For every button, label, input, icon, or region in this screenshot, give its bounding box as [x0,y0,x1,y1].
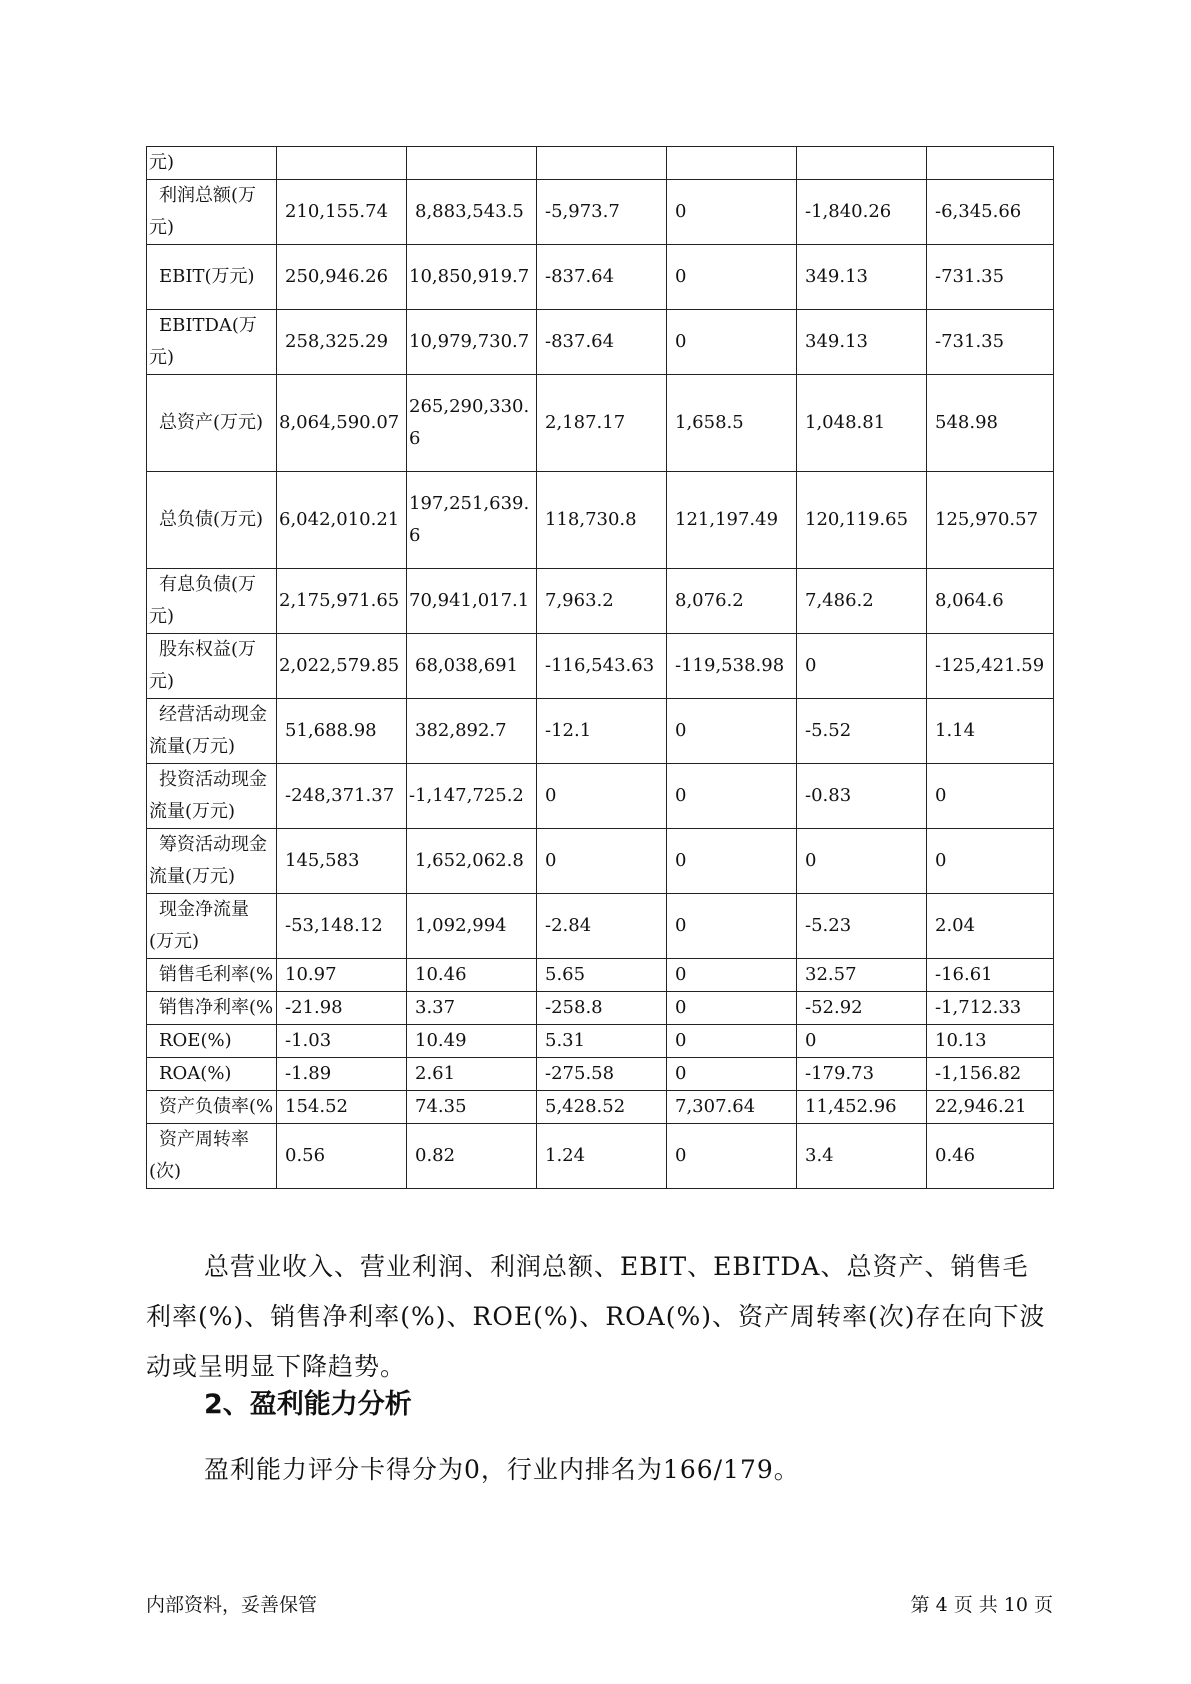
table-cell: 2.04 [927,894,1054,959]
table-cell: 10.49 [407,1025,537,1058]
row-label: 利润总额(万元) [147,180,277,245]
row-label: 资产周转率(次) [147,1124,277,1189]
table-cell: -258.8 [537,992,667,1025]
table-cell: -837.64 [537,310,667,375]
table-cell: -179.73 [797,1058,927,1091]
table-cell: 154.52 [277,1091,407,1124]
table-cell: 0 [927,764,1054,829]
table-cell: 74.35 [407,1091,537,1124]
table-cell: 1,652,062.8 [407,829,537,894]
row-label: 经营活动现金流量(万元) [147,699,277,764]
row-label: 销售毛利率(% [147,959,277,992]
table-row [147,1058,1054,1091]
table-cell: -248,371.37 [277,764,407,829]
table-row [147,829,1054,894]
table-cell: 210,155.74 [277,180,407,245]
table-cell: 349.13 [797,310,927,375]
row-label: 筹资活动现金流量(万元) [147,829,277,894]
table-cell: 0 [797,634,927,699]
table-cell: -5.52 [797,699,927,764]
trend-paragraph: 总营业收入、营业利润、利润总额、EBIT、EBITDA、总资产、销售毛利率(%)、销售净利率(%)、ROE(%)、ROA(%)、资产周转率(次)存在向下波动或呈明显下降趋势。 [146,1252,1046,1381]
table-row [147,472,1054,569]
table-cell: -1,147,725.2 [407,764,537,829]
table-cell: 2.61 [407,1058,537,1091]
table-cell [797,147,927,180]
row-label: 总资产(万元) [147,375,277,472]
table-cell: 6,042,010.21 [277,472,407,569]
row-label: ROA(%) [147,1058,277,1091]
row-label: 销售净利率(% [147,992,277,1025]
row-label: 现金净流量(万元) [147,894,277,959]
table-cell: 0 [667,894,797,959]
table-cell [537,147,667,180]
table-row [147,894,1054,959]
table-cell: 2,022,579.85 [277,634,407,699]
table-cell: 32.57 [797,959,927,992]
table-row [147,180,1054,245]
table-cell: 0.82 [407,1124,537,1189]
table-cell: -1,840.26 [797,180,927,245]
row-label: 股东权益(万元) [147,634,277,699]
table-cell: 548.98 [927,375,1054,472]
table-cell: 3.37 [407,992,537,1025]
footer-confidential: 内部资料，妥善保管 [146,1594,318,1616]
table-cell: 10,850,919.7 [407,245,537,310]
financial-data-table [146,146,1054,1189]
table-cell: 0 [667,1058,797,1091]
table-cell: 51,688.98 [277,699,407,764]
table-row [147,992,1054,1025]
table-cell: 10,979,730.7 [407,310,537,375]
table-cell: 5.65 [537,959,667,992]
table-cell: 7,963.2 [537,569,667,634]
table-cell: 0 [667,764,797,829]
table-cell: 145,583 [277,829,407,894]
table-cell: 1,092,994 [407,894,537,959]
table-cell: 2,175,971.65 [277,569,407,634]
table-cell: 0 [927,829,1054,894]
table-row [147,764,1054,829]
table-cell: -1,156.82 [927,1058,1054,1091]
table-row [147,1124,1054,1189]
row-label: 元) [147,147,277,180]
row-label: EBIT(万元) [147,245,277,310]
table-cell: 7,307.64 [667,1091,797,1124]
table-cell: -1.03 [277,1025,407,1058]
table-cell: 0 [667,1124,797,1189]
table-cell: -731.35 [927,245,1054,310]
table-cell: 7,486.2 [797,569,927,634]
table-cell: 121,197.49 [667,472,797,569]
table-cell: 0.46 [927,1124,1054,1189]
table-row [147,1025,1054,1058]
table-cell: -731.35 [927,310,1054,375]
table-cell: 250,946.26 [277,245,407,310]
table-cell: 8,064,590.07 [277,375,407,472]
table-cell: -53,148.12 [277,894,407,959]
table-row [147,699,1054,764]
table-cell: -12.1 [537,699,667,764]
table-cell: 1.24 [537,1124,667,1189]
table-cell: 382,892.7 [407,699,537,764]
table-cell: 0 [797,829,927,894]
table-cell: 0 [797,1025,927,1058]
table-cell: -2.84 [537,894,667,959]
table-cell: -1.89 [277,1058,407,1091]
table-cell: -1,712.33 [927,992,1054,1025]
footer-page-number: 第 4 页 共 10 页 [910,1594,1053,1616]
table-cell: 0 [537,764,667,829]
table-cell: -116,543.63 [537,634,667,699]
table-cell: -5,973.7 [537,180,667,245]
table-cell: 3.4 [797,1124,927,1189]
table-cell: 5.31 [537,1025,667,1058]
table-cell: 5,428.52 [537,1091,667,1124]
table-cell: 0 [667,959,797,992]
row-label: ROE(%) [147,1025,277,1058]
table-cell: 258,325.29 [277,310,407,375]
table-cell: 0 [667,699,797,764]
table-cell: 120,119.65 [797,472,927,569]
table-cell: -6,345.66 [927,180,1054,245]
table-cell: -119,538.98 [667,634,797,699]
table-body [147,147,1054,1189]
table-cell: 0 [667,180,797,245]
table-cell: 0.56 [277,1124,407,1189]
table-cell: -837.64 [537,245,667,310]
table-cell: -5.23 [797,894,927,959]
table-cell: 1,048.81 [797,375,927,472]
table-row [147,1091,1054,1124]
table-cell: -16.61 [927,959,1054,992]
table-cell: -52.92 [797,992,927,1025]
table-cell: 0 [667,1025,797,1058]
table-cell: 118,730.8 [537,472,667,569]
table-cell: 8,064.6 [927,569,1054,634]
table-cell [927,147,1054,180]
table-cell [667,147,797,180]
table-row [147,569,1054,634]
table-cell: 68,038,691 [407,634,537,699]
table-cell: 1,658.5 [667,375,797,472]
table-row [147,147,1054,180]
table-cell: 10.13 [927,1025,1054,1058]
table-cell: 265,290,330.6 [407,375,537,472]
table-cell: -0.83 [797,764,927,829]
table-row [147,245,1054,310]
table-cell: 22,946.21 [927,1091,1054,1124]
table-row [147,959,1054,992]
section-heading: 2、盈利能力分析 [204,1389,412,1420]
table-cell: 349.13 [797,245,927,310]
row-label: 有息负债(万元) [147,569,277,634]
table-cell: 0 [537,829,667,894]
table-cell: 0 [667,245,797,310]
table-cell: 10.97 [277,959,407,992]
table-row [147,634,1054,699]
table-cell [277,147,407,180]
table-cell: -275.58 [537,1058,667,1091]
table-cell: 0 [667,310,797,375]
table-row [147,375,1054,472]
table-cell: 197,251,639.6 [407,472,537,569]
table-cell: 10.46 [407,959,537,992]
row-label: 资产负债率(% [147,1091,277,1124]
table-cell [407,147,537,180]
table-cell: 1.14 [927,699,1054,764]
table-cell: 11,452.96 [797,1091,927,1124]
table-cell: 0 [667,829,797,894]
table-cell: 125,970.57 [927,472,1054,569]
table-cell: -125,421.59 [927,634,1054,699]
row-label: EBITDA(万元) [147,310,277,375]
row-label: 总负债(万元) [147,472,277,569]
table-cell: 0 [667,992,797,1025]
table-cell: 8,883,543.5 [407,180,537,245]
score-text: 盈利能力评分卡得分为0，行业内排名为166/179。 [204,1455,800,1484]
table-cell: 70,941,017.1 [407,569,537,634]
table-cell: 8,076.2 [667,569,797,634]
row-label: 投资活动现金流量(万元) [147,764,277,829]
table-cell: 2,187.17 [537,375,667,472]
table-cell: -21.98 [277,992,407,1025]
table-row [147,310,1054,375]
